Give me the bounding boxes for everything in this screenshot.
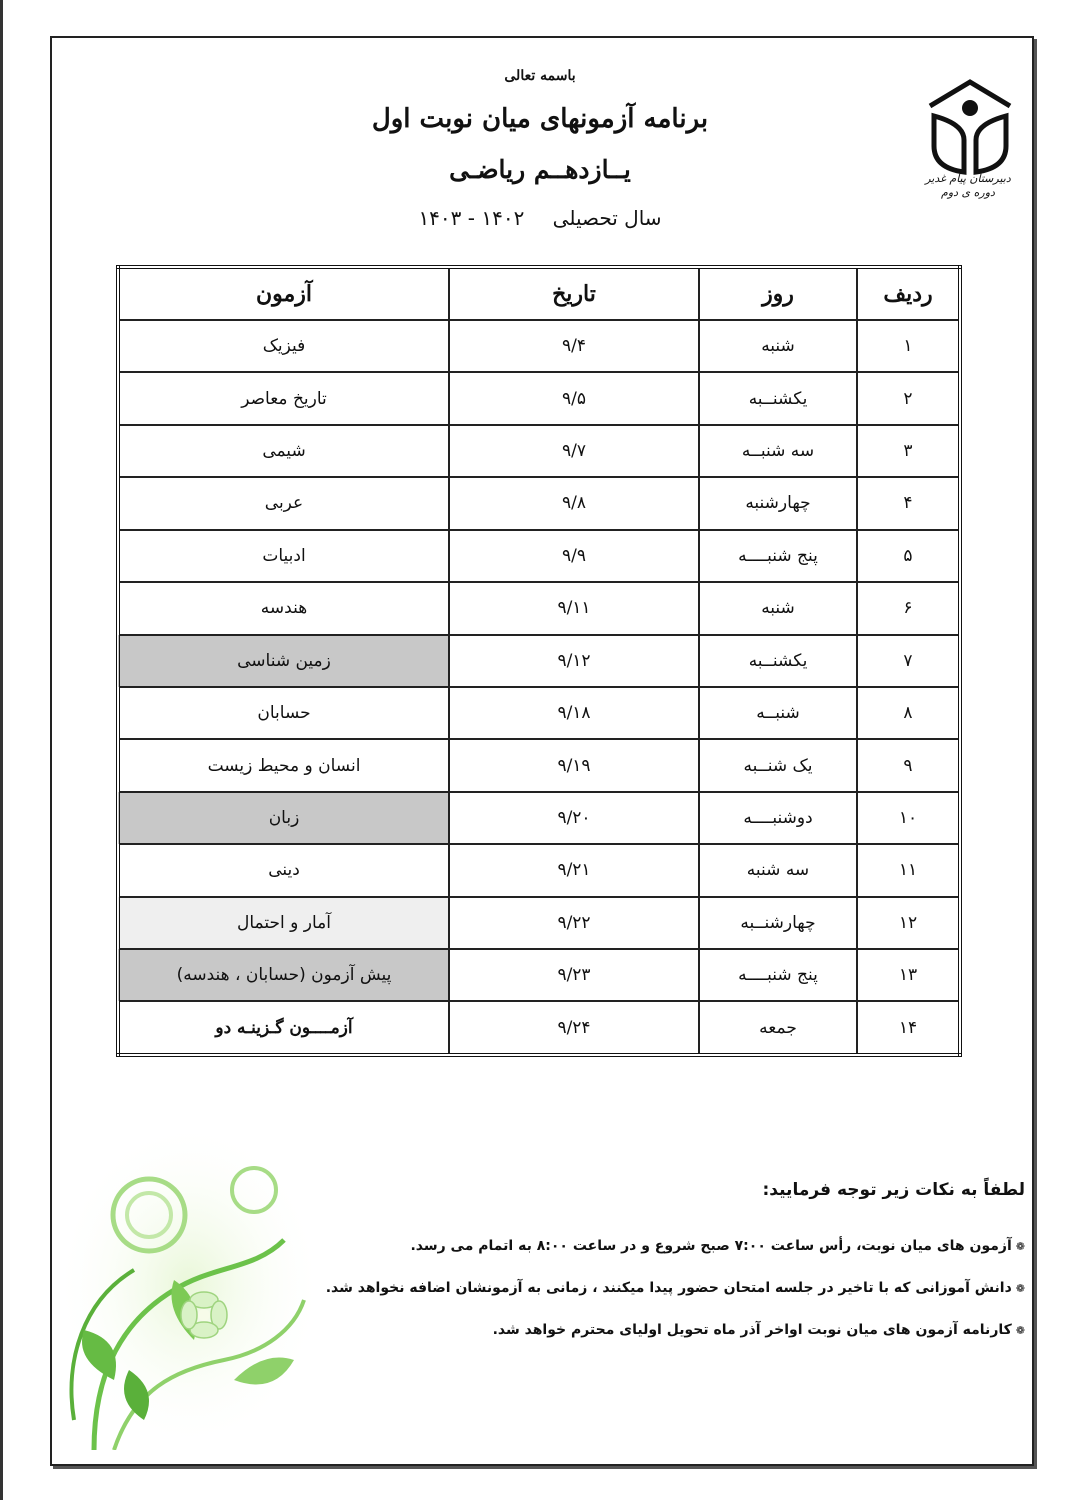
exam-schedule-table bbox=[116, 265, 962, 1057]
table-row bbox=[118, 320, 960, 372]
row-date: ۹/۱۲ bbox=[449, 635, 699, 687]
table-row bbox=[118, 372, 960, 424]
row-date: ۹/۲۴ bbox=[449, 1001, 699, 1055]
row-exam: فیزیک bbox=[118, 320, 449, 372]
row-day: پنج شنبــــه bbox=[699, 530, 857, 582]
row-date: ۹/۹ bbox=[449, 530, 699, 582]
page-left-edge bbox=[0, 0, 3, 1500]
row-exam: حسابان bbox=[118, 687, 449, 739]
row-index: ۶ bbox=[857, 582, 960, 634]
notes-section bbox=[320, 1180, 1025, 1364]
bismillah: باسمه تعالی bbox=[504, 68, 576, 84]
note-item bbox=[320, 1238, 1025, 1254]
note-item bbox=[320, 1322, 1025, 1338]
table-row bbox=[118, 792, 960, 844]
row-index: ۱۳ bbox=[857, 949, 960, 1001]
bullet-icon: ❁ bbox=[1015, 1324, 1025, 1337]
row-day: سه شنبــه bbox=[699, 425, 857, 477]
row-day: پنج شنبــــه bbox=[699, 949, 857, 1001]
note-text: آزمون های میان نوبت، رأس ساعت ۷:۰۰ صبح شروع و در ساعت ۸:۰۰ به اتمام می رسد. bbox=[410, 1238, 1012, 1254]
row-date: ۹/۸ bbox=[449, 477, 699, 529]
school-name-line1: دبیرستان پیام غدیر bbox=[925, 172, 1011, 185]
row-date: ۹/۲۳ bbox=[449, 949, 699, 1001]
row-index: ۸ bbox=[857, 687, 960, 739]
row-index: ۱۰ bbox=[857, 792, 960, 844]
row-exam: زمین شناسی bbox=[118, 635, 449, 687]
row-day: یکشنــبه bbox=[699, 635, 857, 687]
table-row bbox=[118, 530, 960, 582]
row-day: جمعه bbox=[699, 1001, 857, 1055]
row-day: چهارشنــبه bbox=[699, 897, 857, 949]
table-header-row bbox=[118, 267, 960, 320]
row-index: ۱ bbox=[857, 320, 960, 372]
table-row bbox=[118, 687, 960, 739]
table-row bbox=[118, 477, 960, 529]
row-date: ۹/۱۸ bbox=[449, 687, 699, 739]
academic-year-value: ۱۴۰۲ - ۱۴۰۳ bbox=[418, 206, 525, 230]
row-exam: آزمــــون گـزینـه دو bbox=[118, 1001, 449, 1055]
row-exam: زبان bbox=[118, 792, 449, 844]
row-date: ۹/۵ bbox=[449, 372, 699, 424]
row-date: ۹/۲۰ bbox=[449, 792, 699, 844]
row-index: ۲ bbox=[857, 372, 960, 424]
table-row bbox=[118, 949, 960, 1001]
row-index: ۷ bbox=[857, 635, 960, 687]
bullet-icon: ❁ bbox=[1015, 1282, 1025, 1295]
row-exam: آمار و احتمال bbox=[118, 897, 449, 949]
row-date: ۹/۲۱ bbox=[449, 844, 699, 896]
table-row bbox=[118, 425, 960, 477]
row-exam: انسان و محیط زیست bbox=[118, 739, 449, 791]
row-day: شنبه bbox=[699, 320, 857, 372]
table-row bbox=[118, 582, 960, 634]
row-exam: دینی bbox=[118, 844, 449, 896]
row-day: یک شنــبه bbox=[699, 739, 857, 791]
row-date: ۹/۴ bbox=[449, 320, 699, 372]
row-day: یکشنــبه bbox=[699, 372, 857, 424]
notes-heading: لطفاً به نکات زیر توجه فرمایید: bbox=[762, 1180, 1025, 1200]
row-index: ۱۲ bbox=[857, 897, 960, 949]
table-row bbox=[118, 1001, 960, 1055]
note-text: دانش آموزانی که با تاخیر در جلسه امتحان حضور پیدا میکنند ، زمانی به آزمونشان اضافه نخواهد شد. bbox=[325, 1280, 1012, 1296]
green-floral-decoration-icon bbox=[54, 1120, 324, 1450]
school-name bbox=[918, 172, 1018, 200]
row-index: ۱۱ bbox=[857, 844, 960, 896]
row-day: چهارشنبه bbox=[699, 477, 857, 529]
header-date: تاریخ bbox=[449, 267, 699, 320]
row-date: ۹/۷ bbox=[449, 425, 699, 477]
row-exam: شیمی bbox=[118, 425, 449, 477]
row-index: ۵ bbox=[857, 530, 960, 582]
bullet-icon: ❁ bbox=[1015, 1240, 1025, 1253]
school-name-line2: دوره ی دوم bbox=[941, 186, 995, 199]
row-day: دوشنبــــه bbox=[699, 792, 857, 844]
note-text: کارنامه آزمون های میان نوبت اواخر آذر ماه تحویل اولیای محترم خواهد شد. bbox=[492, 1322, 1012, 1338]
row-day: سه شنبه bbox=[699, 844, 857, 896]
row-exam: عربی bbox=[118, 477, 449, 529]
table-row bbox=[118, 897, 960, 949]
row-exam: پیش آزمون (حسابان ، هندسه) bbox=[118, 949, 449, 1001]
row-exam: هندسه bbox=[118, 582, 449, 634]
row-day: شنبــه bbox=[699, 687, 857, 739]
table-row bbox=[118, 635, 960, 687]
row-day: شنبه bbox=[699, 582, 857, 634]
table-row bbox=[118, 844, 960, 896]
academic-year bbox=[390, 206, 690, 230]
page-title: برنامه آزمونهای میان نوبت اول bbox=[371, 104, 709, 134]
row-index: ۴ bbox=[857, 477, 960, 529]
row-exam: ادبیات bbox=[118, 530, 449, 582]
row-date: ۹/۱۱ bbox=[449, 582, 699, 634]
table-row bbox=[118, 739, 960, 791]
header-exam: آزمون bbox=[118, 267, 449, 320]
row-index: ۱۴ bbox=[857, 1001, 960, 1055]
row-date: ۹/۱۹ bbox=[449, 739, 699, 791]
page-subtitle: یــازدهــم ریاضـی bbox=[449, 155, 631, 184]
header-day: روز bbox=[699, 267, 857, 320]
header-index: ردیف bbox=[857, 267, 960, 320]
row-exam: تاریخ معاصر bbox=[118, 372, 449, 424]
note-item bbox=[320, 1280, 1025, 1296]
row-index: ۳ bbox=[857, 425, 960, 477]
academic-year-label: سال تحصیلی bbox=[552, 206, 662, 230]
row-index: ۹ bbox=[857, 739, 960, 791]
row-date: ۹/۲۲ bbox=[449, 897, 699, 949]
